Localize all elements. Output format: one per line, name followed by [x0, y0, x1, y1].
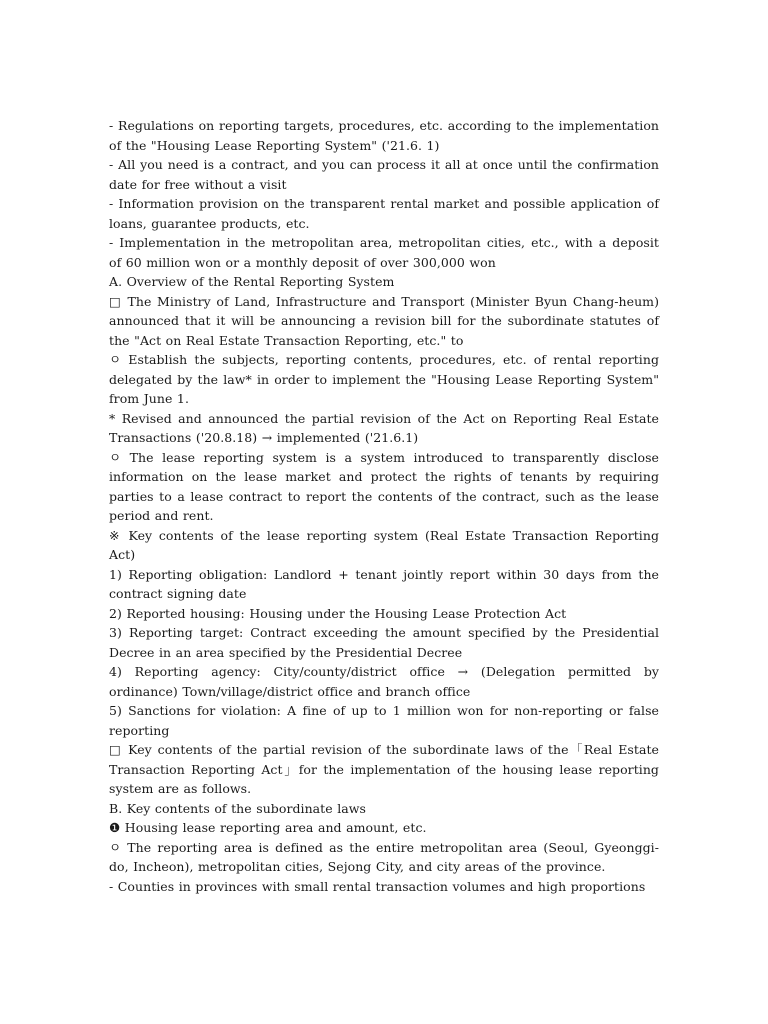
section-heading-b: B. Key contents of the subordinate laws [109, 800, 366, 816]
subheading-area-amount: ❶ Housing lease reporting area and amount, etc. [109, 820, 427, 835]
paragraph-establish-subjects: ㅇ Establish the subjects, reporting contents, procedures, etc. of rental reporting delegated by the law* in order to implement the "Housing Lease Reporting System" from June 1. [109, 352, 659, 406]
note-key-contents: ※ Key contents of the lease reporting system (Real Estate Transaction Reporting Act) [109, 527, 659, 562]
paragraph-ministry-announcement: □ The Ministry of Land, Infrastructure and Transport (Minister Byun Chang-heum) announced that it will be announcing a revision bill for the subordinate statutes of the "Act on Real Estate Transaction Reporting, etc." to [109, 293, 659, 348]
paragraph-partial-revision: □ Key contents of the partial revision of the subordinate laws of the「Real Estate Transaction Reporting Act」for the implementation of the housing lease reporting system are as follows. [109, 742, 659, 796]
paragraph-reporting-area: ㅇ The reporting area is defined as the entire metropolitan area (Seoul, Gyeonggi-do, Incheon), metropolitan cities, Sejong City, and city areas of the province. [109, 839, 659, 874]
list-item-reporting-obligation: 1) Reporting obligation: Landlord + tenant jointly report within 30 days from the contract signing date [109, 566, 659, 601]
section-heading-a: A. Overview of the Rental Reporting System [109, 274, 395, 289]
bullet-information-provision: - Information provision on the transparent rental market and possible application of loans, guarantee products, etc. [109, 196, 659, 231]
list-item-sanctions: 5) Sanctions for violation: A fine of up to 1 million won for non-reporting or false reporting [109, 703, 659, 738]
paragraph-system-description: ㅇ The lease reporting system is a system introduced to transparently disclose information on the lease market and protect the rights of tenants by requiring parties to a lease contract to report the contents of the contract, such as the lease period and rent. [109, 449, 659, 523]
bullet-contract-process: - All you need is a contract, and you can process it all at once until the confirmation date for free without a visit [109, 157, 659, 192]
list-item-reporting-agency: 4) Reporting agency: City/county/district office → (Delegation permitted by ordinance) Town/village/district office and branch office [109, 664, 659, 699]
bullet-implementation-area: - Implementation in the metropolitan area, metropolitan cities, etc., with a deposit of 60 million won or a monthly deposit of over 300,000 won [109, 235, 659, 270]
list-item-reporting-target: 3) Reporting target: Contract exceeding the amount specified by the Presidential Decree in an area specified by the Presidential Decree [109, 625, 659, 660]
list-item-reported-housing: 2) Reported housing: Housing under the Housing Lease Protection Act [109, 605, 567, 621]
footnote-revision: * Revised and announced the partial revision of the Act on Reporting Real Estate Transactions ('20.8.18) → implemented ('21.6.1) [109, 410, 659, 445]
document-body [109, 116, 659, 896]
bullet-regulations: - Regulations on reporting targets, procedures, etc. according to the implementation of the "Housing Lease Reporting System" ('21.6. 1) [109, 118, 659, 153]
bullet-counties: - Counties in provinces with small rental transaction volumes and high proportions [109, 878, 646, 894]
